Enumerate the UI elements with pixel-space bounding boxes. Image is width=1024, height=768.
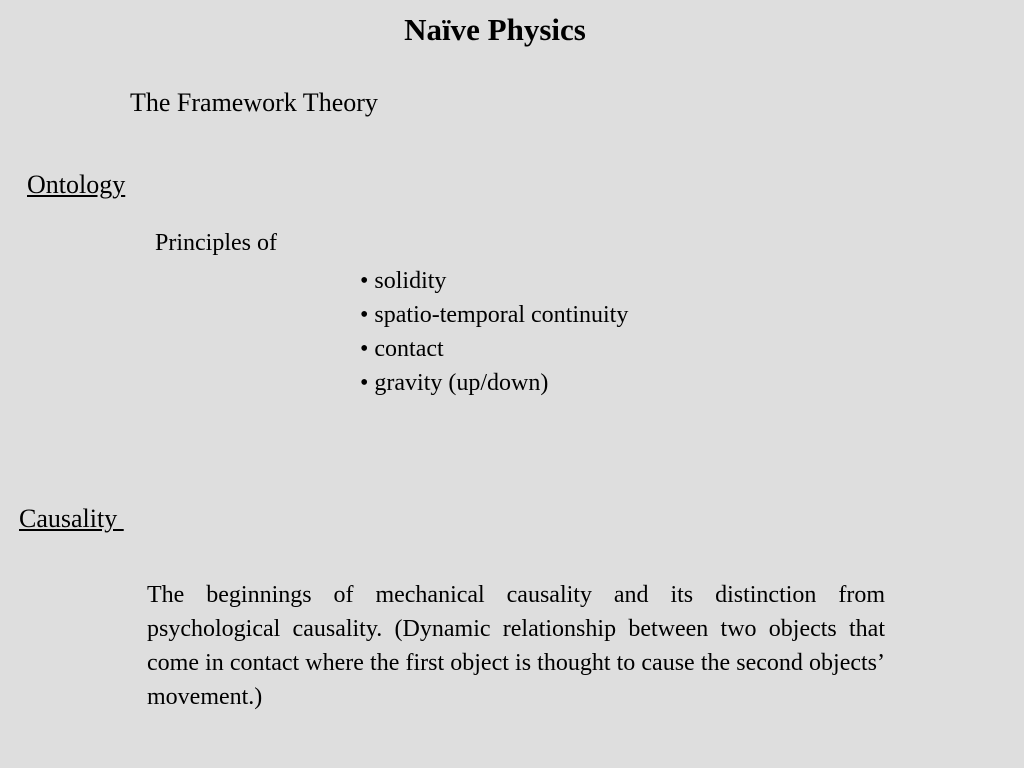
slide-title: Naïve Physics <box>404 12 586 47</box>
principle-item: • gravity (up/down) <box>360 370 549 396</box>
causality-heading: Causality <box>19 504 124 533</box>
ontology-heading: Ontology <box>27 170 126 199</box>
principle-item: • spatio-temporal continuity <box>360 302 629 328</box>
principles-list <box>360 264 628 400</box>
slide-subtitle: The Framework Theory <box>130 88 378 117</box>
principle-item: • solidity <box>360 268 447 294</box>
causality-paragraph: The beginnings of mechanical causality and its distinction from psychological causality. (Dynamic relationship between two objects that come in contact where the first object is thought to cause the second objects’ movement.) <box>147 582 885 710</box>
principles-label: Principles of <box>155 230 277 256</box>
principle-item: • contact <box>360 336 444 362</box>
